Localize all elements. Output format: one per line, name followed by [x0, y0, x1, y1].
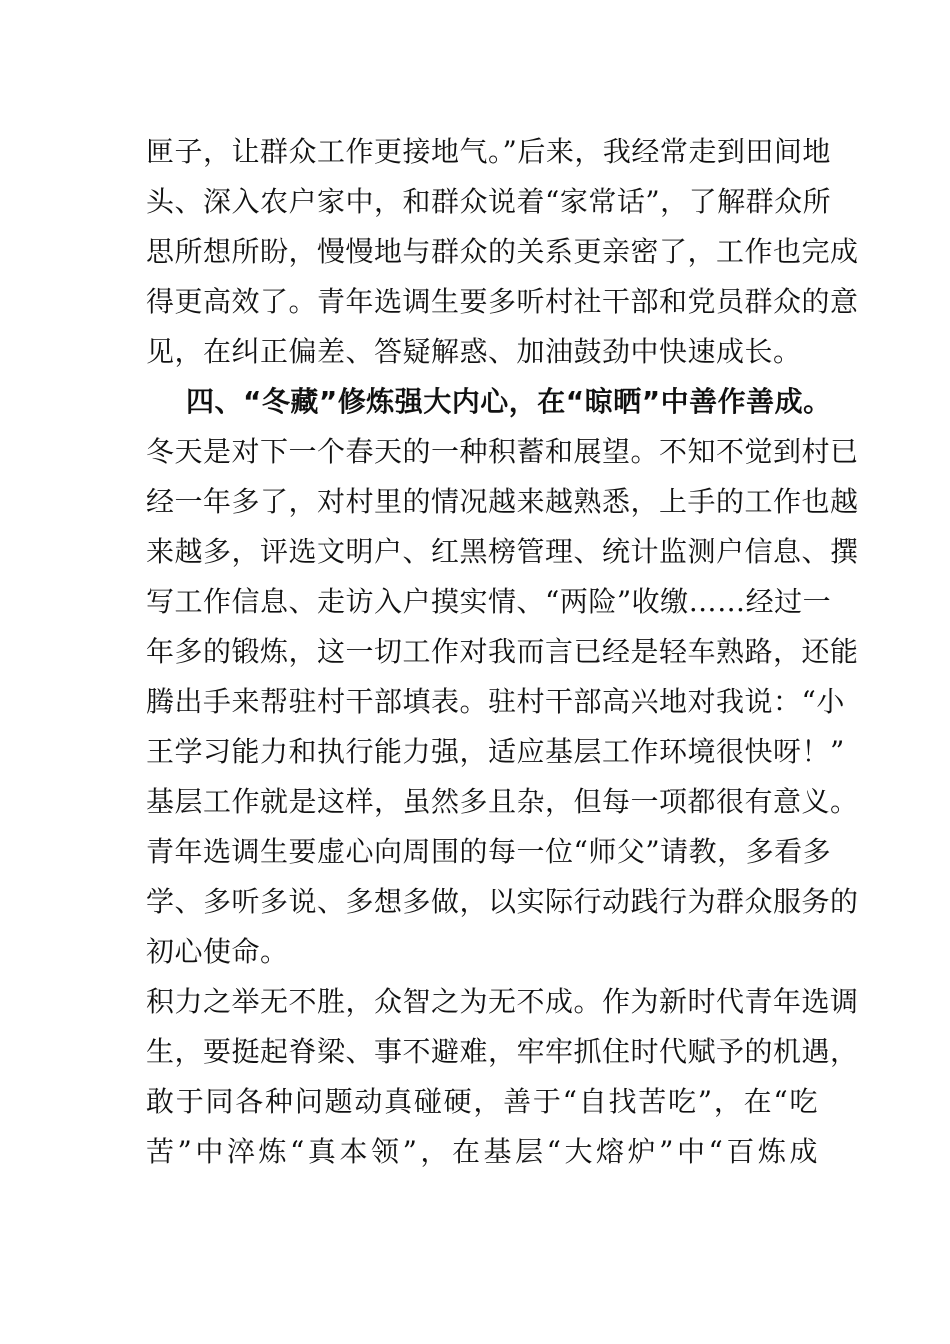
text-line: 来越多，评选文明户、红黑榜管理、统计监测户信息、撰 — [146, 535, 859, 568]
text-line: 王学习能力和执行能力强，适应基层工作环境很快呀！” — [146, 735, 845, 768]
text-line: 经一年多了，对村里的情况越来越熟悉，上手的工作也越 — [146, 485, 859, 518]
body-text — [146, 127, 859, 1177]
text-line: 思所想所盼，慢慢地与群众的关系更亲密了，工作也完成 — [146, 235, 859, 268]
text-line: 得更高效了。青年选调生要多听村社干部和党员群众的意 — [146, 285, 859, 318]
text-line: 写工作信息、走访入户摸实情、“两险”收缴……经过一 — [146, 585, 832, 618]
text-line: 积力之举无不胜，众智之为无不成。作为新时代青年选调 — [146, 985, 859, 1018]
text-line: 基层工作就是这样，虽然多且杂，但每一项都很有意义。 — [146, 785, 859, 818]
text-line: 敢于同各种问题动真碰硬，善于“自找苦吃”，在“吃 — [146, 1085, 818, 1118]
text-line: 匣子，让群众工作更接地气。”后来，我经常走到田间地 — [146, 135, 831, 168]
text-line: 年多的锻炼，这一切工作对我而言已经是轻车熟路，还能 — [146, 635, 859, 668]
text-line: 腾出手来帮驻村干部填表。驻村干部高兴地对我说：“小 — [146, 685, 845, 718]
text-line: 生，要挺起脊梁、事不避难，牢牢抓住时代赋予的机遇， — [146, 1035, 859, 1068]
text-line: 头、深入农户家中，和群众说着“家常话”，了解群众所 — [146, 185, 832, 218]
text-line: 学、多听多说、多想多做，以实际行动践行为群众服务的 — [146, 885, 859, 918]
text-line: 青年选调生要虚心向周围的每一位“师父”请教，多看多 — [146, 835, 832, 868]
text-line: 初心使命。 — [146, 935, 289, 968]
text-line: 苦”中淬炼“真本领”，在基层“大熔炉”中“百炼成 — [146, 1135, 818, 1168]
text-line: 冬天是对下一个春天的一种积蓄和展望。不知不觉到村已 — [146, 435, 859, 468]
section-heading: 四、“冬藏”修炼强大内心，在“晾晒”中善作善成。 — [186, 385, 832, 418]
text-line: 见，在纠正偏差、答疑解惑、加油鼓劲中快速成长。 — [146, 335, 802, 368]
